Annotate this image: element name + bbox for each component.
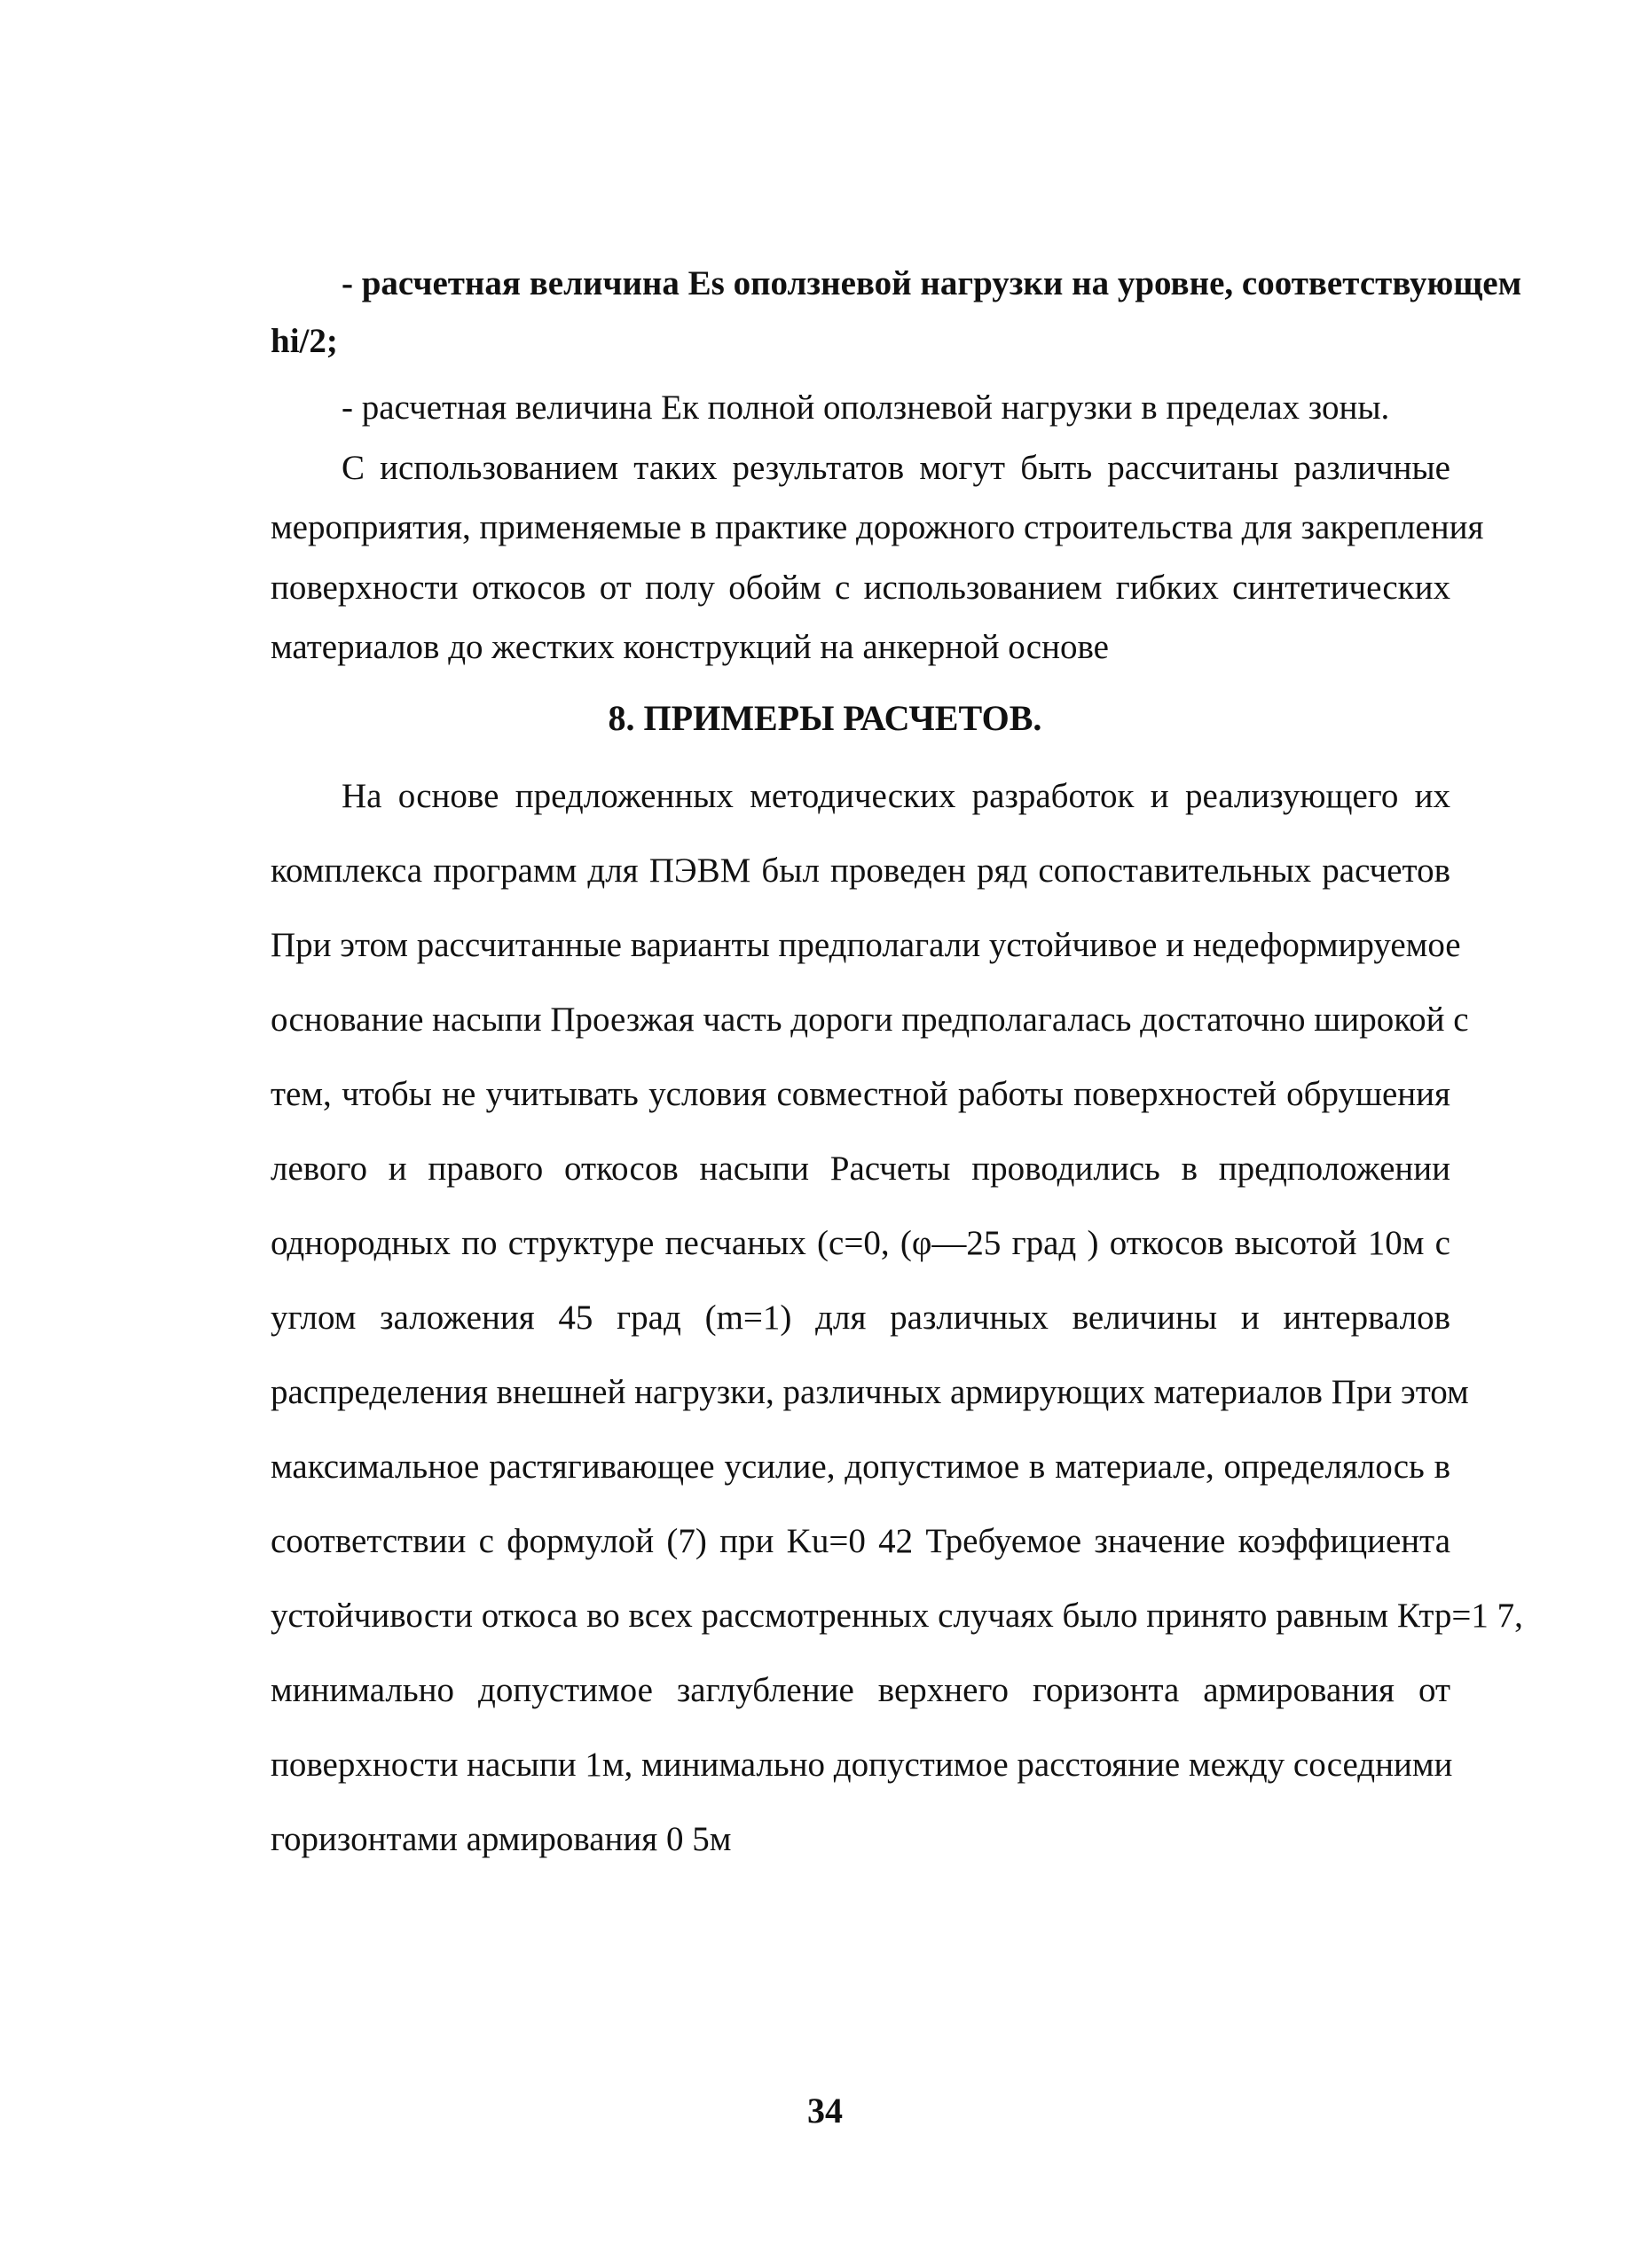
page-number: 34 [807,2091,843,2131]
paragraph2-line-2: комплекса программ для ПЭВМ был проведен ряд сопоставительных расчетов [271,851,1450,890]
paragraph2-line-6: левого и правого откосов насыпи Расчеты проводились в предположении [271,1150,1450,1188]
paragraph2-line-10: максимальное растягивающее усилие, допустимое в материале, определялось в [271,1448,1450,1486]
paragraph1-line-2: мероприятия, применяемые в практике дорожного строительства для закрепления [271,508,1484,546]
paragraph2-line-11: соответствии с формулой (7) при Ku=0 42 Требуемое значение коэффициента [271,1522,1450,1560]
paragraph1-line-1: С использованием таких результатов могут быть рассчитаны различные [342,449,1450,487]
paragraph2-line-5: тем, чтобы не учитывать условия совместной работы поверхностей обрушения [271,1075,1450,1113]
paragraph2-line-14: поверхности насыпи 1м, минимально допустимое расстояние между соседними [271,1746,1453,1784]
list-item-es-load: - расчетная величина Es оползневой нагрузки на уровне, соответствующем [342,264,1522,302]
paragraph2-line-7: однородных по структуре песчаных (с=0, (φ—25 град ) откосов высотой 10м с [271,1224,1450,1262]
paragraph2-line-1: На основе предложенных методических разработок и реализующего их [342,777,1450,815]
section-heading: 8. ПРИМЕРЫ РАСЧЕТОВ. [608,698,1042,738]
paragraph2-line-8: углом заложения 45 град (m=1) для различных величины и интервалов [271,1299,1450,1337]
list-item-es-load-continuation: hi/2; [271,322,338,360]
list-item-ek-load: - расчетная величина Ек полной оползневой нагрузки в пределах зоны. [342,388,1390,427]
paragraph2-line-3: При этом рассчитанные варианты предполагали устойчивое и недеформируемое [271,926,1461,964]
paragraph2-line-4: основание насыпи Проезжая часть дороги предполагалась достаточно широкой с [271,1001,1469,1039]
paragraph1-line-3: поверхности откосов от полу обойм с использованием гибких синтетических [271,569,1450,607]
paragraph2-line-13: минимально допустимое заглубление верхнего горизонта армирования от [271,1671,1450,1709]
paragraph2-line-15: горизонтами армирования 0 5м [271,1820,732,1858]
paragraph1-line-4: материалов до жестких конструкций на анкерной основе [271,628,1109,666]
paragraph2-line-9: распределения внешней нагрузки, различных армирующих материалов При этом [271,1373,1469,1411]
paragraph2-line-12: устойчивости откоса во всех рассмотренных случаях было принято равным Ктр=1 7, [271,1597,1523,1635]
